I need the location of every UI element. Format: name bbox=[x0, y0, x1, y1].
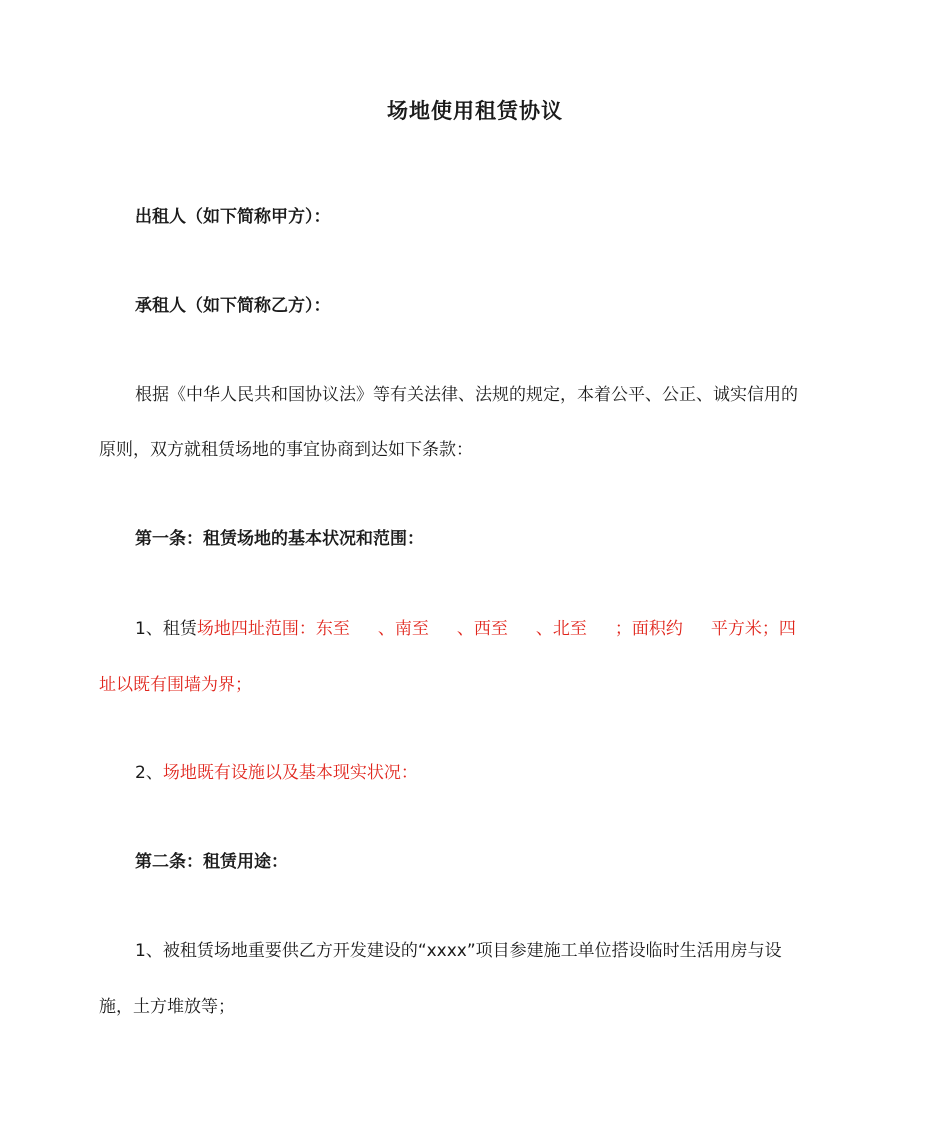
boundary-north: 、北至 bbox=[535, 619, 587, 639]
article-1-item-1-line-1 bbox=[99, 614, 891, 644]
boundary-label: 场地四址范围： bbox=[196, 619, 316, 639]
item-1-prefix: 1、租赁 bbox=[135, 619, 197, 639]
intro-line-1: 根据《中华人民共和国协议法》等有关法律、法规的规定，本着公平、公正、诚实信用的 bbox=[135, 385, 798, 405]
area-unit: 平方米；四 bbox=[710, 619, 796, 639]
boundary-west: 、西至 bbox=[456, 619, 508, 639]
document-title: 场地使用租赁协议 bbox=[387, 99, 563, 123]
article-1-heading: 第一条：租赁场地的基本状况和范围： bbox=[135, 529, 424, 549]
lessee-label: 承租人（如下简称乙方）： bbox=[135, 296, 331, 316]
article-2-item-1-line-2: 施，土方堆放等； bbox=[99, 997, 235, 1017]
article-2-heading: 第二条：租赁用途： bbox=[135, 852, 288, 872]
boundary-south: 、南至 bbox=[377, 619, 429, 639]
boundary-east: 东至 bbox=[315, 619, 350, 639]
article-2-item-1-line-1: 1、被租赁场地重要供乙方开发建设的“xxxx”项目参建施工单位搭设临时生活用房与设 bbox=[135, 941, 782, 961]
item-2-prefix: 2、 bbox=[135, 763, 163, 783]
lessor-label: 出租人（如下简称甲方）： bbox=[135, 207, 331, 227]
area-label: ；面积约 bbox=[614, 619, 683, 639]
intro-line-2: 原则，双方就租赁场地的事宜协商到达如下条款： bbox=[99, 440, 473, 460]
article-1-item-1-line-2: 址以既有围墙为界； bbox=[99, 675, 252, 695]
item-2-text: 场地既有设施以及基本现实状况： bbox=[162, 763, 418, 783]
article-1-item-2 bbox=[99, 758, 891, 788]
